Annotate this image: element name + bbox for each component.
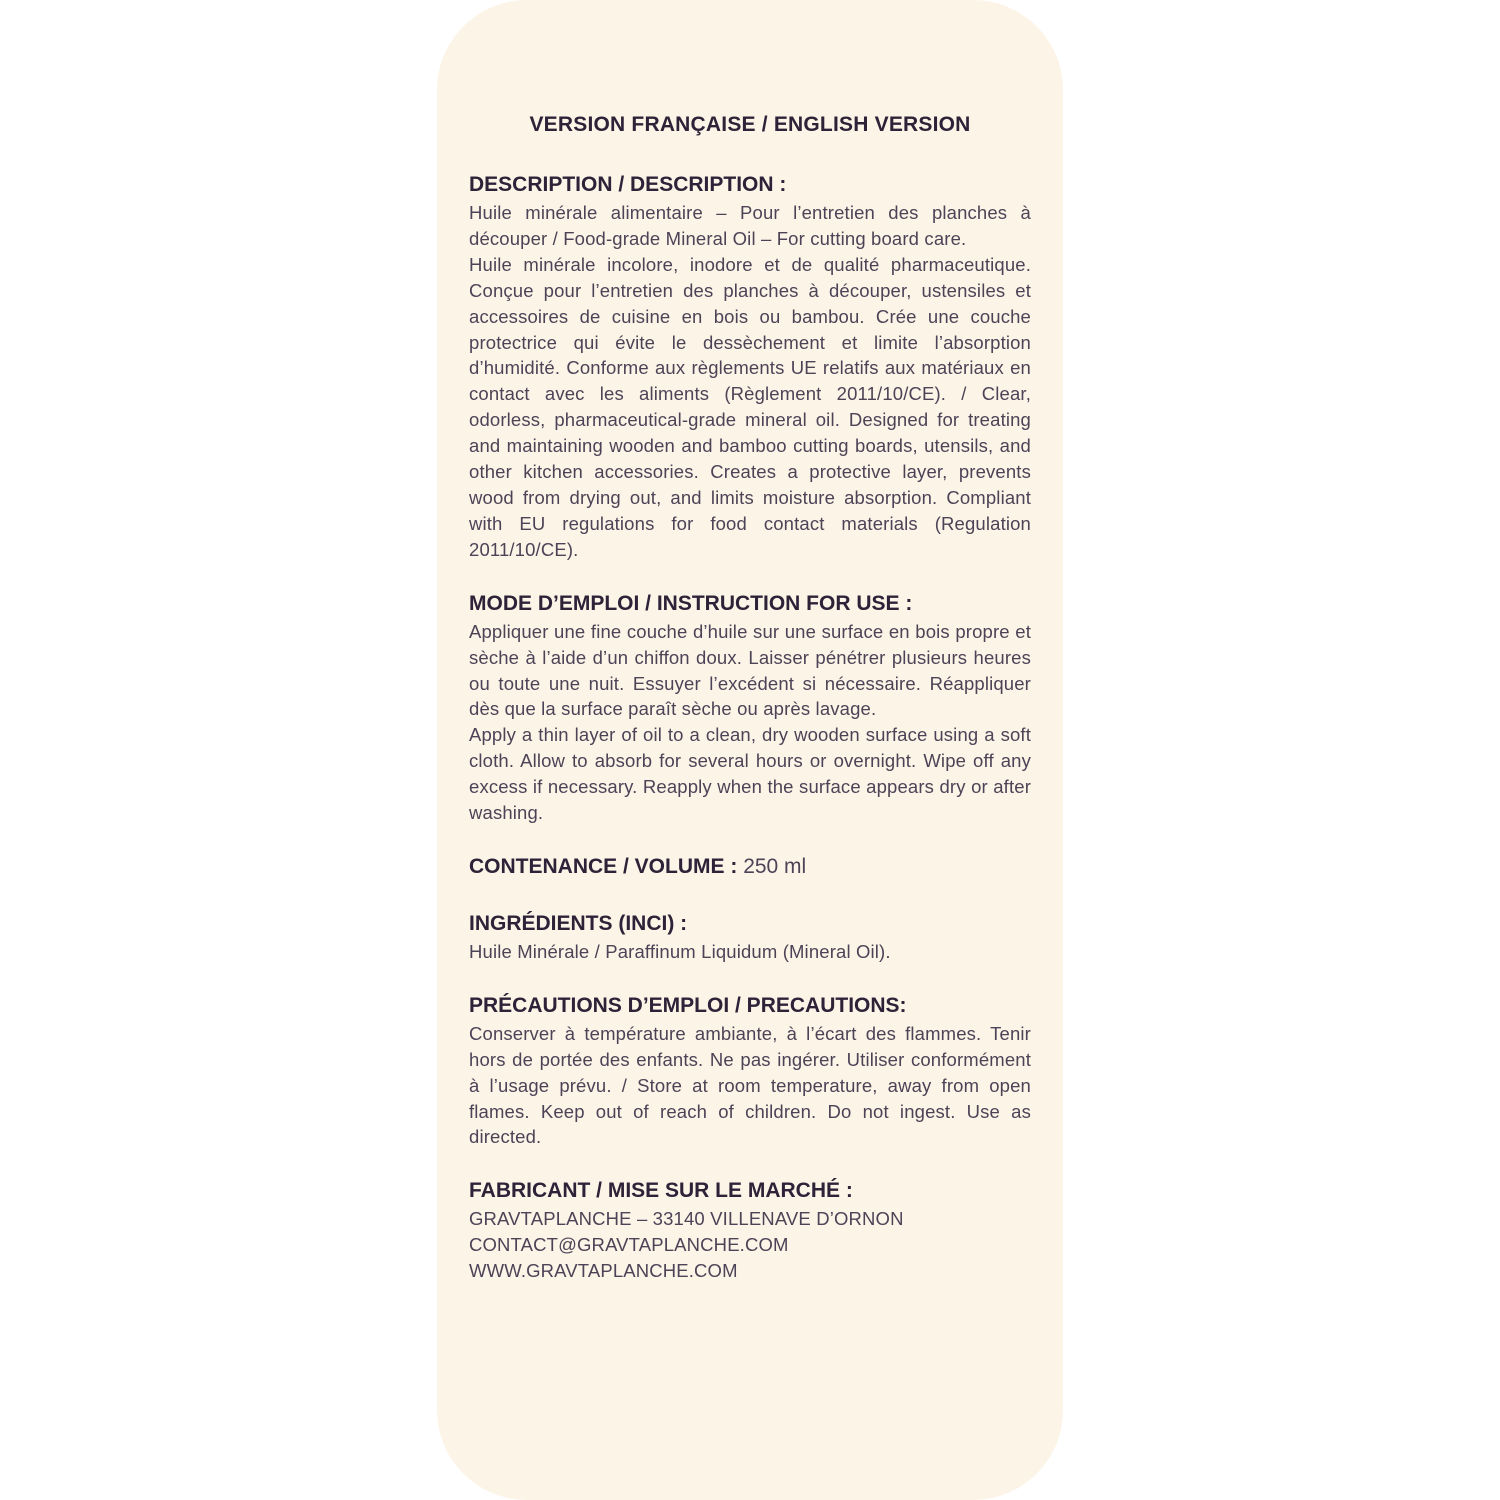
ingredients-text: Huile Minérale / Paraffinum Liquidum (Mineral Oil). <box>469 940 891 962</box>
volume-section <box>469 852 1031 882</box>
ingredients-section <box>469 909 1031 965</box>
manufacturer-section <box>469 1176 1031 1284</box>
volume-heading: CONTENANCE / VOLUME : <box>469 854 738 878</box>
description-section <box>469 170 1031 563</box>
precautions-heading: PRÉCAUTIONS D’EMPLOI / PRECAUTIONS: <box>469 993 907 1017</box>
volume-value: 250 ml <box>743 854 807 878</box>
usage-text: Apply a thin layer of oil to a clean, dry wooden surface using a soft cloth. Allow to absorb for several hours or overnight. Wipe off any excess if necessary. Reapply when the surface appears dry or after washing. <box>469 724 1031 824</box>
manufacturer-website: WWW.GRAVTAPLANCHE.COM <box>469 1260 738 1282</box>
description-text: Huile minérale alimentaire – Pour l’entretien des planches à découper / Food-grade Mineral Oil – For cutting board care. <box>469 202 1031 249</box>
precautions-section <box>469 991 1031 1151</box>
usage-heading: MODE D’EMPLOI / INSTRUCTION FOR USE : <box>469 591 913 615</box>
label-title: VERSION FRANÇAISE / ENGLISH VERSION <box>529 113 971 136</box>
manufacturer-email: CONTACT@GRAVTAPLANCHE.COM <box>469 1234 789 1256</box>
description-text: Huile minérale incolore, inodore et de qualité pharmaceutique. Conçue pour l’entretien des planches à découper, ustensiles et accessoires de cuisine en bois ou bambou. Crée une couche protectrice qui évite le dessèchement et limite l’absorption d’humidité. Conforme aux règlements UE relatifs aux matériaux en contact avec les aliments (Règlement 2011/10/CE). / Clear, odorless, pharmaceutical-grade mineral oil. Designed for treating and maintaining wooden and bamboo cutting boards, utensils, and other kitchen accessories. Creates a protective layer, prevents wood from drying out, and limits moisture absorption. Compliant with EU regulations for food contact materials (Regulation 2011/10/CE). <box>469 253 1031 560</box>
usage-text: Appliquer une fine couche d’huile sur une surface en bois propre et sèche à l’aide d’un chiffon doux. Laisser pénétrer plusieurs heures ou toute une nuit. Essuyer l’excédent si nécessaire. Réappliquer dès que la surface paraît sèche ou après lavage. <box>469 620 1031 720</box>
description-heading: DESCRIPTION / DESCRIPTION : <box>469 173 787 196</box>
manufacturer-heading: FABRICANT / MISE SUR LE MARCHÉ : <box>469 1179 853 1203</box>
usage-section <box>469 589 1031 826</box>
ingredients-heading: INGRÉDIENTS (INCI) : <box>469 911 688 935</box>
manufacturer-address: GRAVTAPLANCHE – 33140 VILLENAVE D’ORNON <box>469 1208 904 1230</box>
precautions-text: Conserver à température ambiante, à l’écart des flammes. Tenir hors de portée des enfants. Ne pas ingérer. Utiliser conformément à l’usage prévu. / Store at room temperature, away from open flames. Keep out of reach of children. Do not ingest. Use as directed. <box>469 1022 1031 1148</box>
volume-row <box>469 852 1031 882</box>
label-content <box>469 110 1031 1310</box>
